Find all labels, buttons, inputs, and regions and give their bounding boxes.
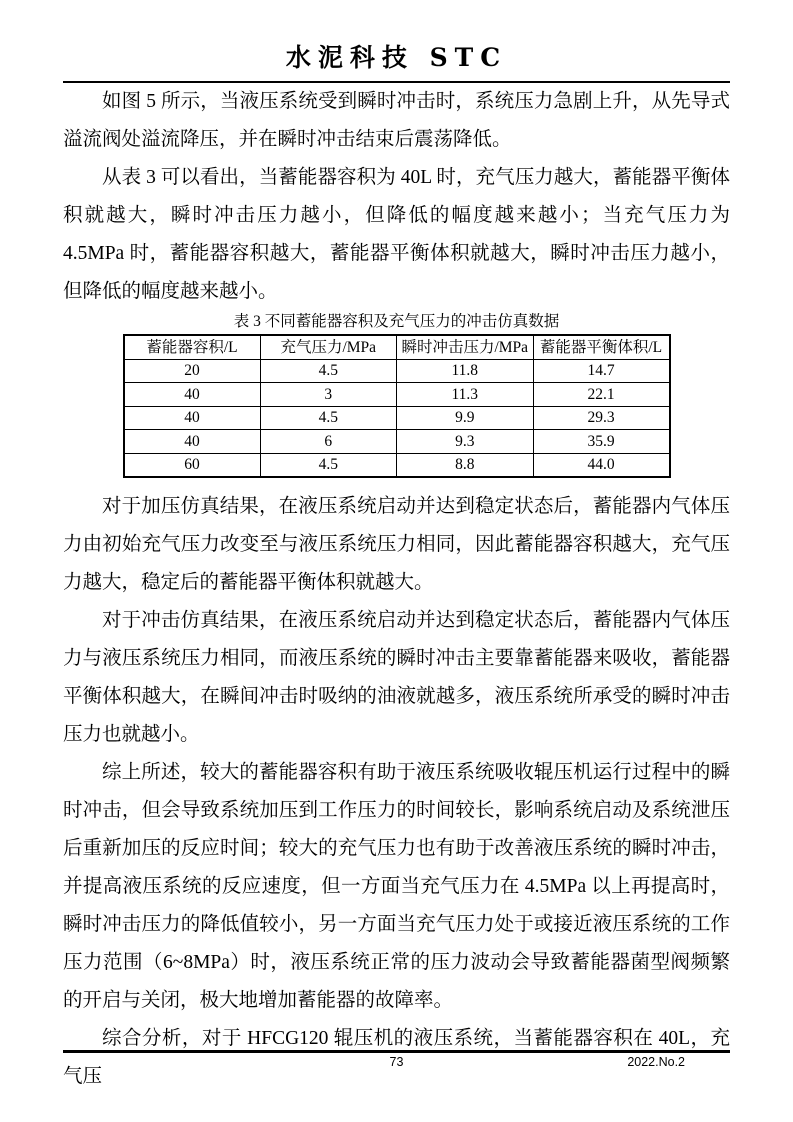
table-cell: 9.3 [397, 430, 534, 454]
table-cell: 60 [124, 453, 261, 477]
paragraph-4: 对于冲击仿真结果，在液压系统启动并达到稳定状态后，蓄能器内气体压力与液压系统压力相同，而液压系统的瞬时冲击主要靠蓄能器来吸收，蓄能器平衡体积越大，在瞬间冲击时吸纳的油液就越多，液压系统所承受的瞬时冲击压力也就越小。 [63, 610, 730, 745]
table-caption: 表 3 不同蓄能器容积及充气压力的冲击仿真数据 [233, 313, 560, 330]
table-header-cell: 瞬时冲击压力/MPa [397, 335, 534, 359]
table-cell: 11.3 [397, 383, 534, 407]
table-cell: 40 [124, 383, 261, 407]
table-row [124, 359, 670, 383]
table-cell: 4.5 [260, 406, 397, 430]
page-number: 73 [389, 1055, 404, 1069]
table-cell: 9.9 [397, 406, 534, 430]
issue-label: 2022.No.2 [627, 1055, 685, 1069]
table-cell: 4.5 [260, 453, 397, 477]
table-header-row [124, 335, 670, 359]
article-body [63, 83, 730, 1096]
table-header-cell: 蓄能器平衡体积/L [533, 335, 670, 359]
paragraph-1: 如图 5 所示，当液压系统受到瞬时冲击时，系统压力急剧上升，从先导式溢流阀处溢流降压，并在瞬时冲击结束后震荡降低。 [63, 91, 730, 150]
table-cell: 6 [260, 430, 397, 454]
page-footer [63, 1050, 730, 1073]
table-row [124, 406, 670, 430]
journal-title: 水泥科技 STC [285, 43, 508, 72]
table-cell: 22.1 [533, 383, 670, 407]
table-cell: 29.3 [533, 406, 670, 430]
table-cell: 20 [124, 359, 261, 383]
table-row [124, 430, 670, 454]
table-header-cell: 充气压力/MPa [260, 335, 397, 359]
table-row [124, 383, 670, 407]
table-cell: 4.5 [260, 359, 397, 383]
simulation-data-table [123, 334, 671, 478]
paragraph-6: 综合分析，对于 HFCG120 辊压机的液压系统，当蓄能器容积在 40L，充气压 [63, 1028, 730, 1087]
table-cell: 14.7 [533, 359, 670, 383]
table-cell: 40 [124, 406, 261, 430]
table-cell: 44.0 [533, 453, 670, 477]
footer-rule [63, 1050, 730, 1053]
table-cell: 3 [260, 383, 397, 407]
table-cell: 40 [124, 430, 261, 454]
paragraph-2: 从表 3 可以看出，当蓄能器容积为 40L 时，充气压力越大，蓄能器平衡体积就越大，瞬时冲击压力越小，但降低的幅度越来越小；当充气压力为 4.5MPa 时，蓄能器容积越大，蓄能器平衡体积就越大，瞬时冲击压力越小，但降低的幅度越来越小。 [63, 167, 730, 302]
table-cell: 11.8 [397, 359, 534, 383]
table-header-cell: 蓄能器容积/L [124, 335, 261, 359]
paragraph-3: 对于加压仿真结果，在液压系统启动并达到稳定状态后，蓄能器内气体压力由初始充气压力改变至与液压系统压力相同，因此蓄能器容积越大，充气压力越大，稳定后的蓄能器平衡体积就越大。 [63, 496, 730, 593]
footer-meta [63, 1055, 730, 1073]
table-row [124, 453, 670, 477]
paragraph-5: 综上所述，较大的蓄能器容积有助于液压系统吸收辊压机运行过程中的瞬时冲击，但会导致系统加压到工作压力的时间较长，影响系统启动及系统泄压后重新加压的反应时间；较大的充气压力也有助于改善液压系统的瞬时冲击，并提高液压系统的反应速度，但一方面当充气压力在 4.5MPa 以上再提高时，瞬时冲击压力的降低值较小，另一方面当充气压力处于或接近液压系统的工作压力范围（6~8MPa）时，液压系统正常的压力波动会导致蓄能器菌型阀频繁的开启与关闭，极大地增加蓄能器的故障率。 [63, 762, 730, 1011]
table-cell: 35.9 [533, 430, 670, 454]
table-cell: 8.8 [397, 453, 534, 477]
